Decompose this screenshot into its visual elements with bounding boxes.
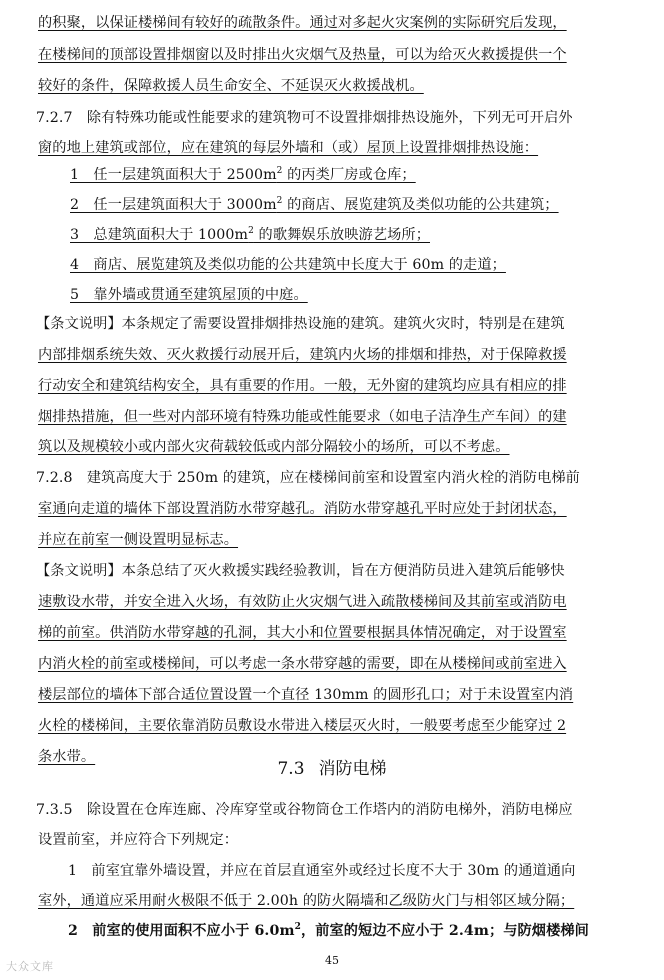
text-line: 在楼梯间的顶部设置排烟窗以及时排出火灾烟气及热量，可以为给灭火救援提供一个	[38, 47, 567, 63]
text-line: 楼层部位的墙体下部合适位置设置一个直径 130mm 的圆形孔口；对于未设置室内消	[38, 687, 574, 703]
text-line: 7.2.8 建筑高度大于 250m 的建筑，应在楼梯间前室和设置室内消火栓的消防电梯前	[36, 470, 580, 486]
superscript: 2	[294, 922, 301, 932]
text-line: 筑以及规模较小或内部火灾荷载较低或内部分隔较小的场所，可以不考虑。	[38, 439, 510, 455]
line-text-post: ，前室的短边不应小于 2.4m；与防烟楼梯间	[300, 923, 589, 939]
text-line: 梯的前室。供消防水带穿越的孔洞，其大小和位置要根据具体情况确定，对于设置室	[38, 625, 567, 641]
line-text-pre: 2 前室的使用面积不应小于 6.0m	[68, 923, 295, 939]
text-line: 火栓的楼梯间，主要依靠消防员敷设水带进入楼层灭火时，一般要考虑至少能穿过 2	[38, 718, 567, 734]
line-text-post: 的丙类厂房或仓库；	[282, 167, 416, 183]
text-line: 4 商店、展览建筑及类似功能的公共建筑中长度大于 60m 的走道；	[70, 257, 506, 273]
superscript: 2	[276, 166, 283, 176]
text-line: 窗的地上建筑或部位，应在建筑的每层外墙和（或）屋顶上设置排烟排热设施：	[38, 140, 539, 156]
text-line	[70, 225, 430, 245]
line-text-pre: 2 任一层建筑面积大于 3000m	[70, 197, 277, 213]
text-line: 的积聚，以保证楼梯间有较好的疏散条件。通过对多起火灾案例的实际研究后发现，	[38, 15, 567, 31]
section-number: 7.3	[277, 759, 305, 779]
text-line: 烟排热措施，但一些对内部环境有特殊功能或性能要求（如电子洁净生产车间）的建	[38, 409, 567, 425]
text-line: 【条文说明】本条总结了灭火救援实践经验教训，旨在方便消防员进入建筑后能够快	[36, 563, 565, 579]
text-line: 1 前室宜靠外墙设置，并应在首层直通室外或经过长度不大于 30m 的通道通向	[68, 863, 576, 879]
text-line: 条水带。	[38, 749, 96, 765]
text-line	[68, 921, 589, 941]
line-text-pre: 3 总建筑面积大于 1000m	[70, 227, 249, 243]
text-line: 内消火栓的前室或楼梯间，可以考虑一条水带穿越的需要，即在从楼梯间或前室进入	[38, 656, 567, 672]
text-line: 7.3.5 除设置在仓库连廊、冷库穿堂或谷物筒仓工作塔内的消防电梯外，消防电梯应	[36, 802, 573, 818]
superscript: 2	[248, 226, 254, 236]
text-line: 行动安全和建筑结构安全，具有重要的作用。一般，无外窗的建筑均应具有相应的排	[38, 378, 567, 394]
section-title: 消防电梯	[318, 759, 387, 779]
line-text-post: 的商店、展览建筑及类似功能的公共建筑；	[282, 197, 559, 213]
page-number: 45	[325, 954, 339, 967]
text-line: 内部排烟系统失效、灭火救援行动展开后，建筑内火场的排烟和排热，对于保障救援	[38, 347, 567, 363]
section-heading	[0, 757, 664, 781]
text-line: 室通向走道的墙体下部设置消防水带穿越孔。消防水带穿越孔平时应处于封闭状态，	[38, 501, 567, 517]
watermark: 大众文库	[6, 960, 54, 973]
line-text-post: 的歌舞娱乐放映游艺场所；	[253, 227, 430, 243]
text-line	[70, 195, 559, 215]
text-line: 【条文说明】本条规定了需要设置排烟排热设施的建筑。建筑火灾时，特别是在建筑	[36, 316, 565, 332]
superscript: 2	[276, 196, 283, 206]
text-line: 并应在前室一侧设置明显标志。	[38, 532, 239, 548]
text-line: 设置前室，并应符合下列规定：	[38, 832, 239, 848]
text-line	[70, 165, 416, 185]
text-line: 5 靠外墙或贯通至建筑屋顶的中庭。	[70, 287, 308, 303]
text-line: 室外，通道应采用耐火极限不低于 2.00h 的防火隔墙和乙级防火门与相邻区域分隔；	[38, 893, 575, 909]
text-line: 较好的条件，保障救援人员生命安全、不延误灭火救援战机。	[38, 78, 424, 94]
text-line: 速敷设水带，并安全进入火场，有效防止火灾烟气进入疏散楼梯间及其前室或消防电	[38, 594, 567, 610]
text-line: 7.2.7 除有特殊功能或性能要求的建筑物可不设置排烟排热设施外，下列无可开启外	[36, 110, 573, 126]
line-text-pre: 1 任一层建筑面积大于 2500m	[70, 167, 277, 183]
